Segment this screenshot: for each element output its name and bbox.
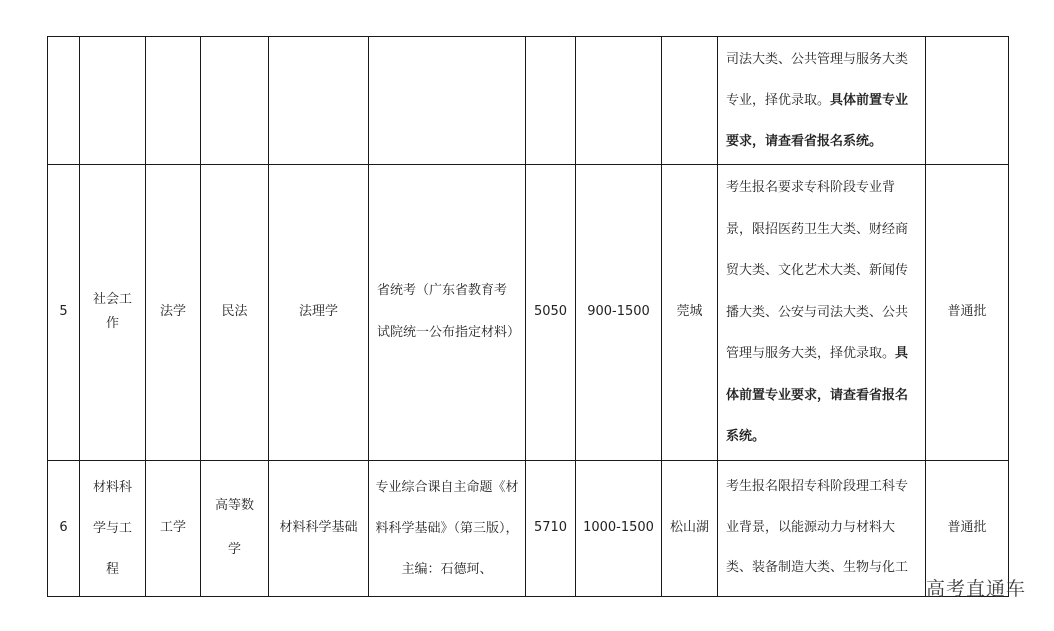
- admissions-table: [47, 36, 1009, 597]
- cell-subject2: 材料科学基础: [269, 460, 369, 596]
- cell-batch: 普通批: [926, 460, 1009, 596]
- requirement-text: 考生报名限招专科阶段理工科专业背景，以能源动力与材料大类、装备制造大类、生物与化工: [726, 479, 909, 576]
- cell-subject2: 法理学: [269, 165, 369, 461]
- cell-campus: 莞城: [662, 165, 718, 461]
- table-row: [48, 460, 1009, 596]
- cell-campus: [662, 37, 718, 165]
- cell-requirement: [718, 165, 926, 461]
- cell-subject1: [201, 37, 269, 165]
- cell-subject2: [269, 37, 369, 165]
- cell-exam: [369, 37, 526, 165]
- cell-exam: 专业综合课自主命题《材料科学基础》（第三版），主编：石德珂、: [369, 460, 526, 596]
- cell-plan: [576, 37, 662, 165]
- cell-category: 工学: [146, 460, 201, 596]
- cell-fee: 5710: [526, 460, 576, 596]
- cell-campus: 松山湖: [662, 460, 718, 596]
- cell-no: 5: [48, 165, 80, 461]
- table-row: [48, 165, 1009, 461]
- cell-plan: 1000-1500: [576, 460, 662, 596]
- requirement-bold-text: 具体前置专业要求，请查看省报名系统。: [726, 346, 909, 444]
- cell-major: [80, 37, 146, 165]
- cell-category: [146, 37, 201, 165]
- requirement-bold-text: 具体前置专业要求，请查看省报名系统。: [726, 93, 909, 149]
- cell-exam: 省统考（广东省教育考试院统一公布指定材料）: [369, 165, 526, 461]
- watermark: 高考直通车: [925, 578, 1026, 600]
- cell-batch: 普通批: [926, 165, 1009, 461]
- cell-fee: [526, 37, 576, 165]
- cell-major: 材料科学与工程: [80, 460, 146, 596]
- requirement-text: 司法大类、公共管理与服务大类专业，择优录取。: [726, 52, 909, 108]
- cell-requirement: [718, 37, 926, 165]
- cell-no: [48, 37, 80, 165]
- table-row: [48, 37, 1009, 165]
- requirement-text: 考生报名要求专科阶段专业背景，限招医药卫生大类、财经商贸大类、文化艺术大类、新闻传播大类、公安与司法大类、公共管理与服务大类，择优录取。: [726, 180, 909, 361]
- cell-no: 6: [48, 460, 80, 596]
- cell-plan: 900-1500: [576, 165, 662, 461]
- cell-requirement: [718, 460, 926, 596]
- cell-major: 社会工作: [80, 165, 146, 461]
- cell-subject1: 民法: [201, 165, 269, 461]
- cell-batch: [926, 37, 1009, 165]
- cell-subject1: 高等数学: [201, 460, 269, 596]
- cell-category: 法学: [146, 165, 201, 461]
- cell-fee: 5050: [526, 165, 576, 461]
